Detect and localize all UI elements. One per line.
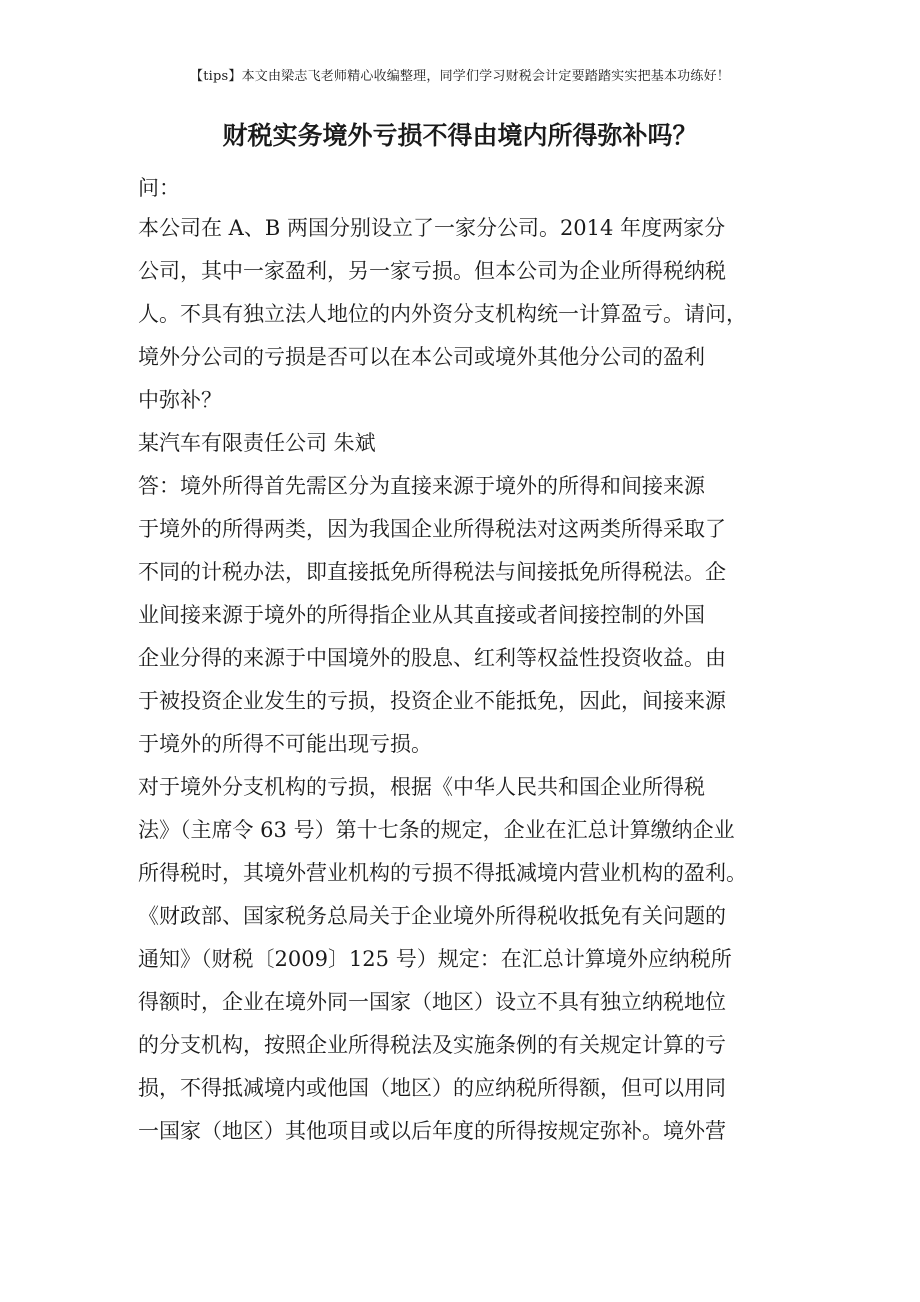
text-line: 于境外的所得不可能出现亏损。	[138, 732, 432, 756]
text-line: 业间接来源于境外的所得指企业从其直接或者间接控制的外国	[138, 603, 705, 627]
text-line: 得额时，企业在境外同一国家（地区）设立不具有独立纳税地位	[138, 990, 726, 1014]
text-line: 对于境外分支机构的亏损，根据《中华人民共和国企业所得税	[138, 775, 705, 799]
text-line: 于境外的所得两类，因为我国企业所得税法对这两类所得采取了	[138, 517, 726, 541]
signature-line: 某汽车有限责任公司 朱斌	[138, 431, 376, 455]
text-line: 答：境外所得首先需区分为直接来源于境外的所得和间接来源	[138, 474, 705, 498]
text-line: 本公司在 A、B 两国分别设立了一家分公司。2014 年度两家分	[138, 216, 726, 240]
text-line: 《财政部、国家税务总局关于企业境外所得税收抵免有关问题的	[138, 904, 726, 928]
text-line: 境外分公司的亏损是否可以在本公司或境外其他分公司的盈利	[138, 345, 705, 369]
header-tips: 【tips】本文由梁志飞老师精心收编整理，同学们学习财税会计定要踏踏实实把基本功练好！	[190, 69, 730, 84]
text-line: 公司，其中一家盈利，另一家亏损。但本公司为企业所得税纳税	[138, 259, 726, 283]
text-line: 于被投资企业发生的亏损，投资企业不能抵免，因此，间接来源	[138, 689, 726, 713]
text-line: 人。不具有独立法人地位的内外资分支机构统一计算盈亏。请问，	[138, 302, 747, 326]
text-line: 中弥补？	[138, 388, 222, 412]
text-line: 法》（主席令 63 号）第十七条的规定，企业在汇总计算缴纳企业	[138, 818, 735, 842]
text-line: 问：	[138, 176, 180, 200]
text-line: 不同的计税办法，即直接抵免所得税法与间接抵免所得税法。企	[138, 560, 726, 584]
text-line: 的分支机构，按照企业所得税法及实施条例的有关规定计算的亏	[138, 1033, 726, 1057]
text-line: 损，不得抵减境内或他国（地区）的应纳税所得额，但可以用同	[138, 1076, 726, 1100]
text-line: 企业分得的来源于中国境外的股息、红利等权益性投资收益。由	[138, 646, 726, 670]
text-line: 一国家（地区）其他项目或以后年度的所得按规定弥补。境外营	[138, 1119, 726, 1143]
document-title: 财税实务境外亏损不得由境内所得弥补吗？	[222, 121, 698, 150]
text-line: 所得税时，其境外营业机构的亏损不得抵减境内营业机构的盈利。	[138, 861, 747, 885]
text-line: 通知》（财税〔2009〕125 号）规定：在汇总计算境外应纳税所	[138, 947, 732, 971]
